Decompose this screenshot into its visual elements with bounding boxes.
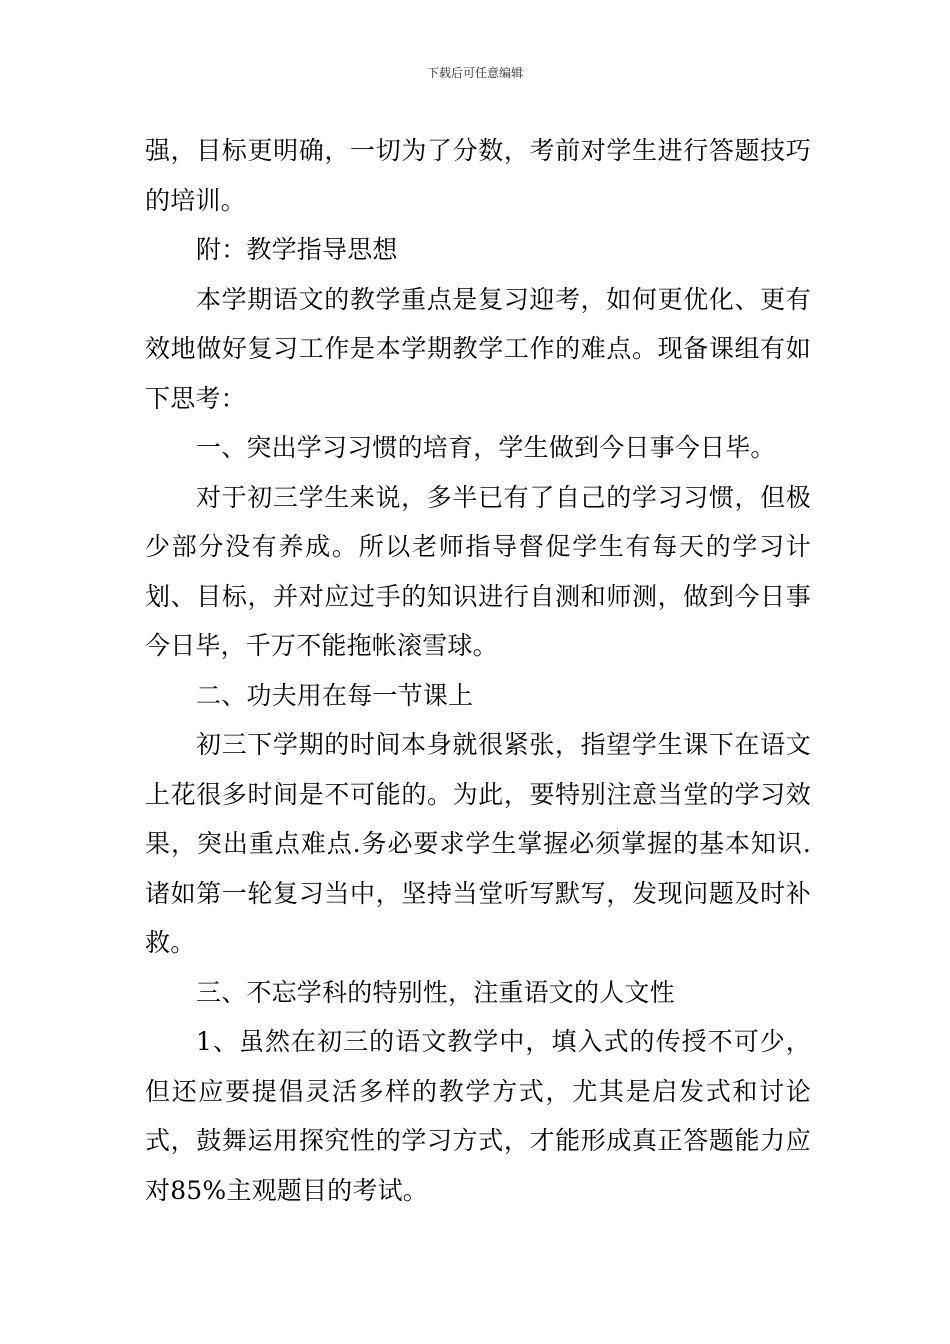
paragraph: 对于初三学生来说，多半已有了自己的学习习惯，但极少部分没有养成。所以老师指导督促学生有每天的学习计划、目标，并对应过手的知识进行自测和师测，做到今日事今日毕，千万不能拖帐滚雪球。 — [145, 482, 811, 660]
paragraph: 1、虽然在初三的语文教学中，填入式的传授不可少，但还应要提倡灵活多样的教学方式，尤其是启发式和讨论式，鼓舞运用探究性的学习方式，才能形成真正答题能力应对85%主观题目的考试。 — [145, 1027, 811, 1205]
section-heading: 附：教学指导思想 — [196, 235, 398, 264]
section-heading: 三、不忘学科的特别性，注重语文的人文性 — [196, 977, 675, 1007]
paragraph: 初三下学期的时间本身就很紧张，指望学生课下在语文上花很多时间是不可能的。为此，要特别注意当堂的学习效果，突出重点难点.务必要求学生掌握必须掌握的基本知识.诸如第一轮复习当中，坚持当堂听写默写，发现问题及时补救。 — [145, 730, 811, 957]
section-heading: 一、突出学习习惯的培育，学生做到今日事今日毕。 — [196, 433, 776, 462]
paragraph: 强，目标更明确，一切为了分数，考前对学生进行答题技巧的培训。 — [145, 136, 811, 215]
section-heading: 二、功夫用在每一节课上 — [196, 680, 474, 710]
document-body — [145, 126, 811, 1215]
page-header-note: 下载后可任意编辑 — [426, 66, 523, 80]
paragraph: 本学期语文的教学重点是复习迎考，如何更优化、更有效地做好复习工作是本学期教学工作的难点。现备课组有如下思考： — [145, 284, 811, 413]
